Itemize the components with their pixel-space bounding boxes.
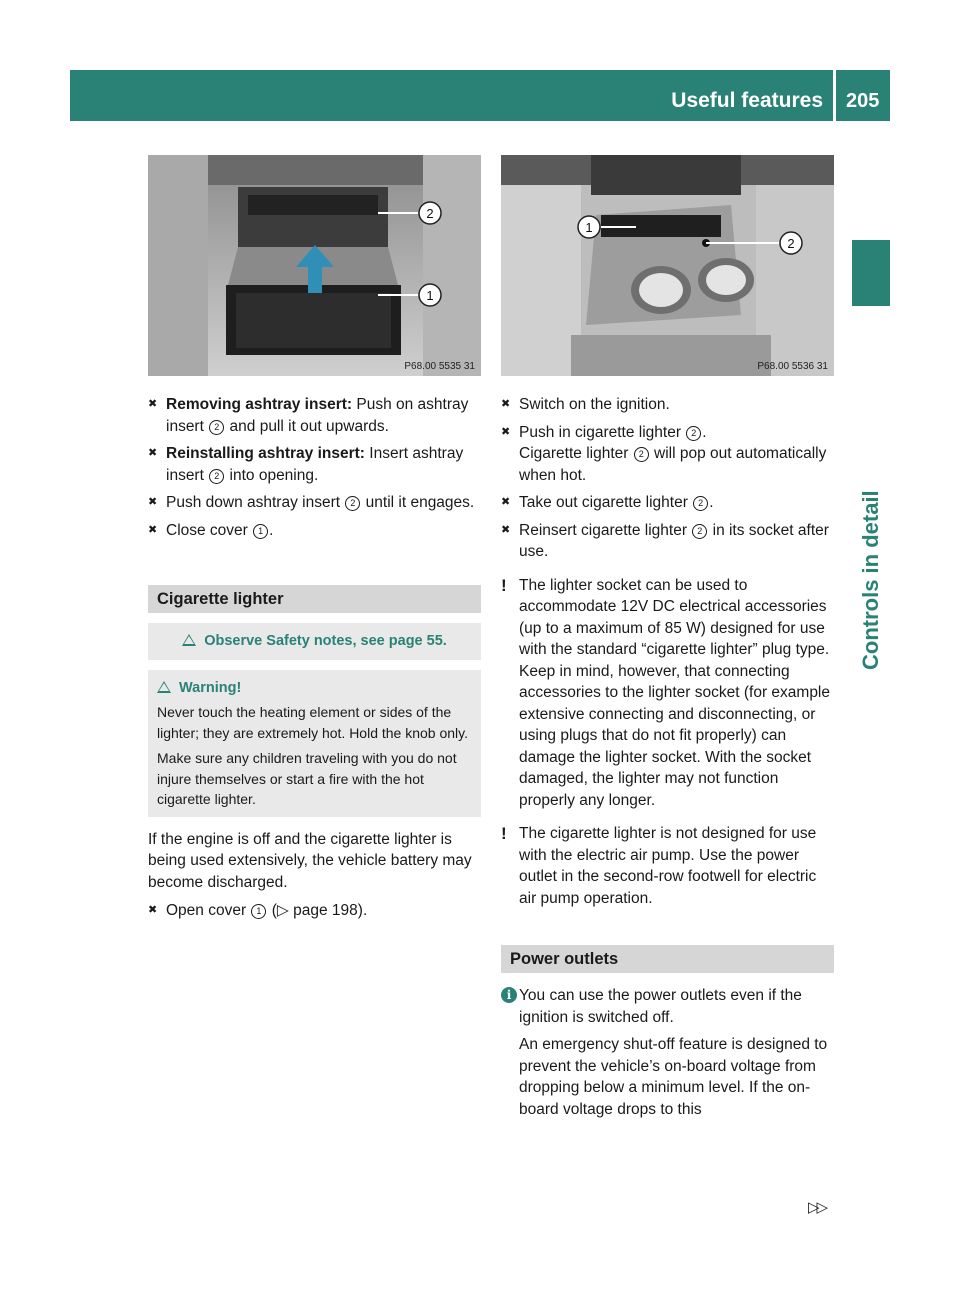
step-arrow-icon: ✖ [501,523,511,536]
ashtray-photo [148,155,481,376]
svg-text:1: 1 [585,220,593,235]
step-arrow-icon: ✖ [148,904,158,916]
svg-text:2: 2 [426,206,434,221]
left-column [148,394,481,928]
lighter-illustration [501,155,834,376]
battery-paragraph: If the engine is off and the cigarette lighter is being used extensively, the vehicle battery may become discharged. [148,830,472,891]
lighter-photo [501,155,834,376]
step-arrow-icon: ✖ [501,398,511,410]
step-arrow-icon: ✖ [148,398,158,410]
step-remove-insert: ✖ Removing ashtray insert: Push on ashtray insert 2 and pull it out upwards. [148,396,469,435]
step-open-cover: ✖ Open cover 1 (▷ page 198). [148,900,481,922]
note-lighter-socket: ! The lighter socket can be used to accommodate 12V DC electrical accessories (up to a maximum of 85 W) designed for use with the standard “cigarette lighter” plug type. Keep in mind, however, that connecting accessories to the lighter socket (for example extensive connecting and disconnecting, or using plugs that do not fit properly) can damage the lighter socket. With the socket damaged, the lighter may not function properly any longer. [501,575,830,809]
svg-text:2: 2 [787,236,795,251]
step-close-cover: ✖ Close cover 1 . [148,520,481,542]
warning-triangle-icon [157,681,171,693]
step-reinsert-lighter: ✖ Reinsert cigarette lighter 2 in its socket after use. [501,521,829,560]
step-take-out-lighter: ✖ Take out cigarette lighter 2 . [501,492,834,514]
section-side-label: Controls in detail [858,490,883,670]
info-power-outlets: i You can use the power outlets even if the ignition is switched off. An emergency shut-off feature is designed to prevent the vehicle’s on-board voltage from dropping below a minimum level. If the on-board voltage drops to this [501,985,834,1120]
continued-icon: ▷▷ [808,1199,826,1216]
section-heading-cigarette-lighter: Cigarette lighter [148,585,481,613]
warning-box: Warning! Never touch the heating element or sides of the lighter; they are extremely hot. Hold the knob only. Make sure any children traveling with you do not injure themselves or start a fire with the hot cigarette lighter. [148,670,481,817]
chapter-title: Useful features [671,89,823,112]
step-arrow-icon: ✖ [501,496,511,508]
section-heading-power-outlets: Power outlets [501,945,834,973]
svg-text:1: 1 [426,288,434,303]
step-arrow-icon: ✖ [148,523,158,536]
caution-icon: ! [501,824,507,843]
image-code: P68.00 5535 31 [404,361,475,372]
info-icon: i [501,987,517,1003]
side-tab-marker [852,240,890,306]
note-air-pump: ! The cigarette lighter is not designed for use with the electric air pump. Use the power outlet in the second-row footwell for electric air pump operation. [501,824,817,907]
step-arrow-icon: ✖ [148,447,158,459]
safety-note: Observe Safety notes, see page 55. [148,623,481,660]
step-push-lighter: ✖ Push in cigarette lighter 2 . Cigarette lighter 2 will pop out automatically when hot. [501,423,827,484]
step-reinstall-insert: ✖ Reinstalling ashtray insert: Insert ashtray insert 2 into opening. [148,445,464,484]
caution-icon: ! [501,575,507,595]
step-switch-ignition: ✖ Switch on the ignition. [501,394,834,416]
warning-triangle-icon [182,634,196,646]
step-arrow-icon: ✖ [501,425,511,438]
page-header [70,70,890,121]
page-number: 205 [846,90,880,112]
step-push-down: ✖ Push down ashtray insert 2 until it engages. [148,492,481,514]
ashtray-illustration [148,155,481,376]
image-code: P68.00 5536 31 [757,361,828,372]
right-column [501,394,834,1128]
step-arrow-icon: ✖ [148,496,158,508]
